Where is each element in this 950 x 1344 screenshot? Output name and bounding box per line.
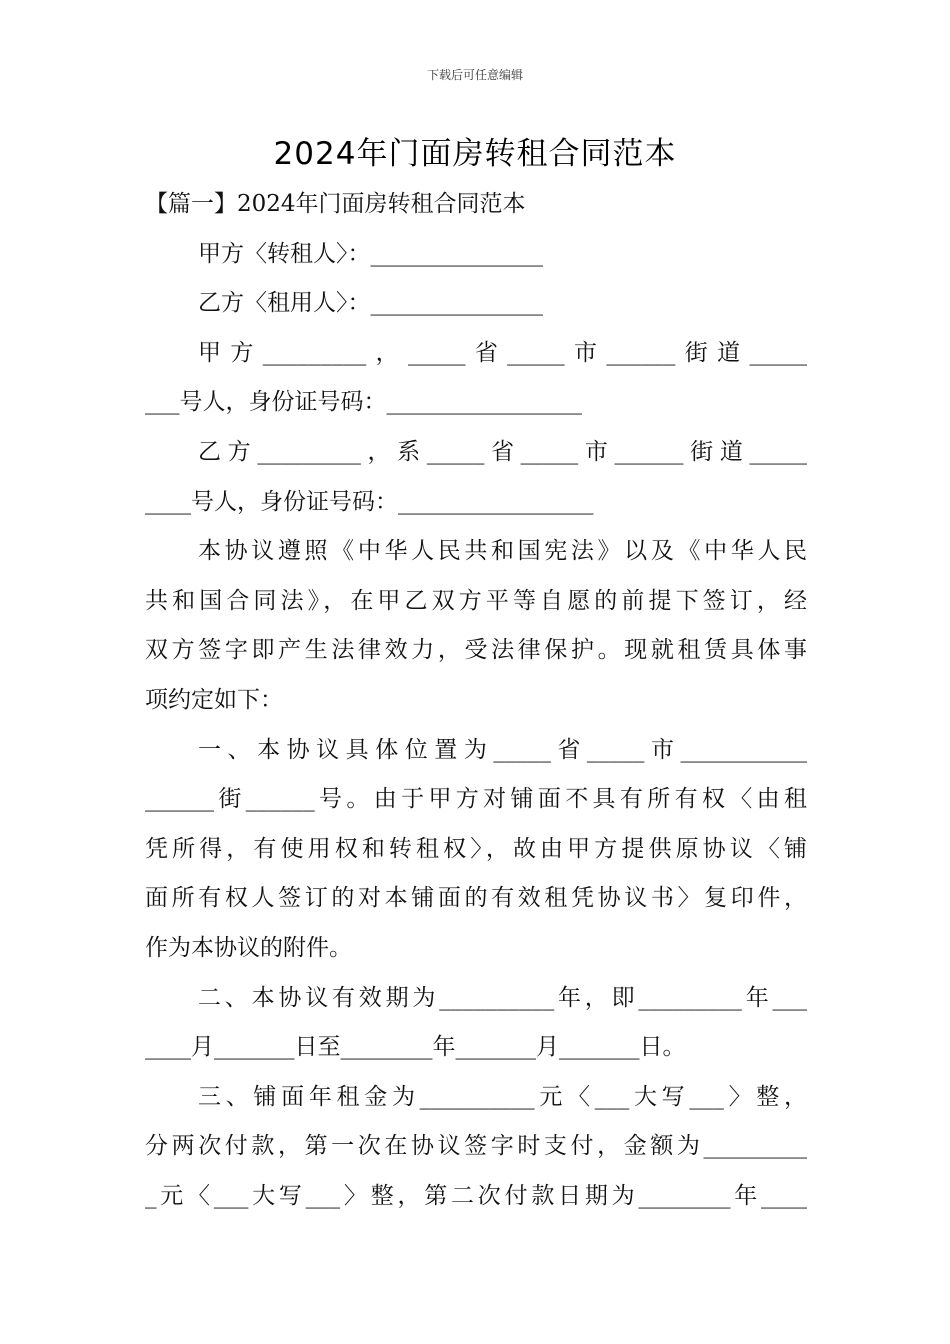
clause-1-line: 凭所得，有使用权和转租权〉，故由甲方提供原协议〈铺 [145, 835, 807, 862]
clause-1-line: 一、本协议具体位置为_____省_____市___________ [198, 736, 807, 763]
party-b-line: 乙方〈租用人〉：_______________ [198, 290, 543, 317]
party-a-id-line: ___号人，身份证号码：_________________ [145, 389, 582, 416]
clause-3-line: 三、铺面年租金为__________元〈___大写___〉整， [198, 1083, 807, 1110]
paragraph-line: 双方签字即产生法律效力，受法律保护。现就租赁具体事 [145, 637, 807, 664]
party-a-address-line: 甲方_________，_____省_____市______街道_____ [198, 339, 807, 366]
clause-2-line: ____月_______日至________年_______月_______日。 [145, 1034, 686, 1061]
document-body [145, 180, 807, 1221]
clause-1-line: 作为本协议的附件。 [145, 934, 352, 961]
paragraph-line: 项约定如下： [145, 686, 283, 713]
clause-3-line: 分两次付款，第一次在协议签字时支付，金额为_________ [145, 1133, 807, 1160]
clause-1-line: ______街______号。由于甲方对铺面不具有所有权〈由租 [145, 786, 807, 813]
clause-1-line: 面所有权人签订的对本铺面的有效租凭协议书〉复印件， [145, 885, 807, 912]
clause-2-line: 二、本协议有效期为__________年，即_________年___ [198, 984, 807, 1011]
party-a-line: 甲方〈转租人〉：_______________ [198, 240, 543, 267]
document-title: 2024年门面房转租合同范本 [273, 136, 677, 172]
party-b-id-line: ____号人，身份证号码：_________________ [145, 488, 594, 515]
clause-3-line: _元〈___大写___〉整，第二次付款日期为________年____ [145, 1182, 807, 1209]
page-header: 下载后可任意编辑 [426, 68, 523, 82]
paragraph-line: 共和国合同法》，在甲乙双方平等自愿的前提下签订，经 [145, 587, 807, 614]
paragraph-line: 本协议遵照《中华人民共和国宪法》以及《中华人民 [198, 538, 807, 565]
party-b-address-line: 乙方_________，系_____省_____市______街道_____ [198, 438, 807, 465]
section-heading: 【篇一】2024年门面房转租合同范本 [145, 191, 526, 217]
